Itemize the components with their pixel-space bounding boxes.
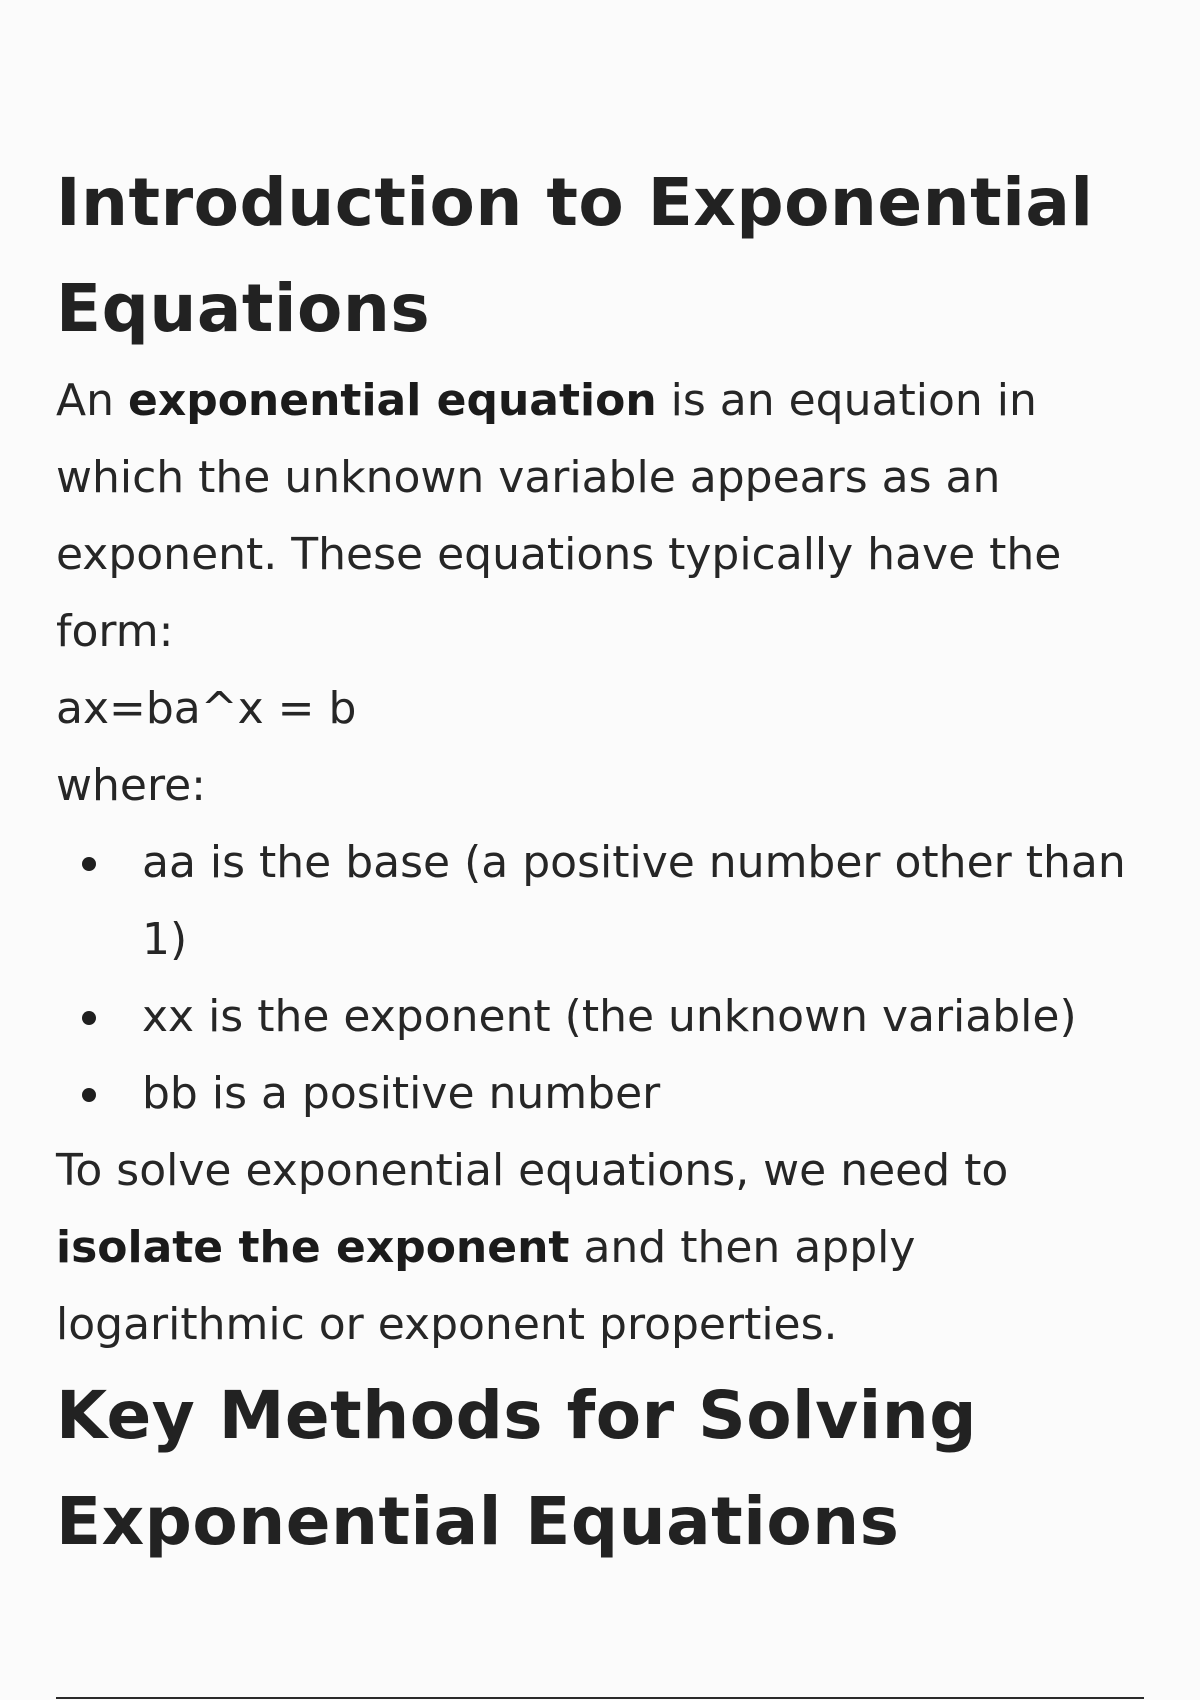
methods-heading: Key Methods for Solving Exponential Equations	[56, 1377, 978, 1560]
list-item-text: xx is the exponent (the unknown variable)	[142, 991, 1077, 1042]
list-item-text: bb is a positive number	[142, 1068, 661, 1119]
definition-term: exponential equation	[127, 375, 657, 426]
list-item	[56, 978, 1144, 1055]
list-item-text: aa is the base (a positive number other than 1)	[142, 837, 1126, 965]
variable-list	[56, 824, 1144, 1132]
solving-emphasis: isolate the exponent	[56, 1222, 570, 1273]
solving-text-end: and then apply logarithmic or exponent properties.	[56, 1222, 916, 1350]
list-item	[56, 824, 1144, 978]
section-divider	[56, 1697, 1144, 1699]
solving-paragraph	[56, 1132, 1144, 1363]
where-label: where:	[56, 760, 206, 811]
solving-text-start: To solve exponential equations, we need to	[56, 1145, 1009, 1196]
document-page	[56, 150, 1144, 1575]
definition-text-start: An	[56, 375, 128, 426]
bullet-icon	[82, 1088, 96, 1102]
list-item	[56, 1055, 1144, 1132]
definition-text-end: is an equation in which the unknown variable appears as an exponent. These equations typically have the form:	[56, 375, 1062, 657]
intro-heading: Introduction to Exponential Equations	[56, 164, 1094, 347]
bullet-icon	[82, 1011, 96, 1025]
definition-paragraph	[56, 362, 1144, 670]
formula-line: ax=ba^x = b	[56, 683, 357, 734]
bullet-icon	[82, 857, 96, 871]
